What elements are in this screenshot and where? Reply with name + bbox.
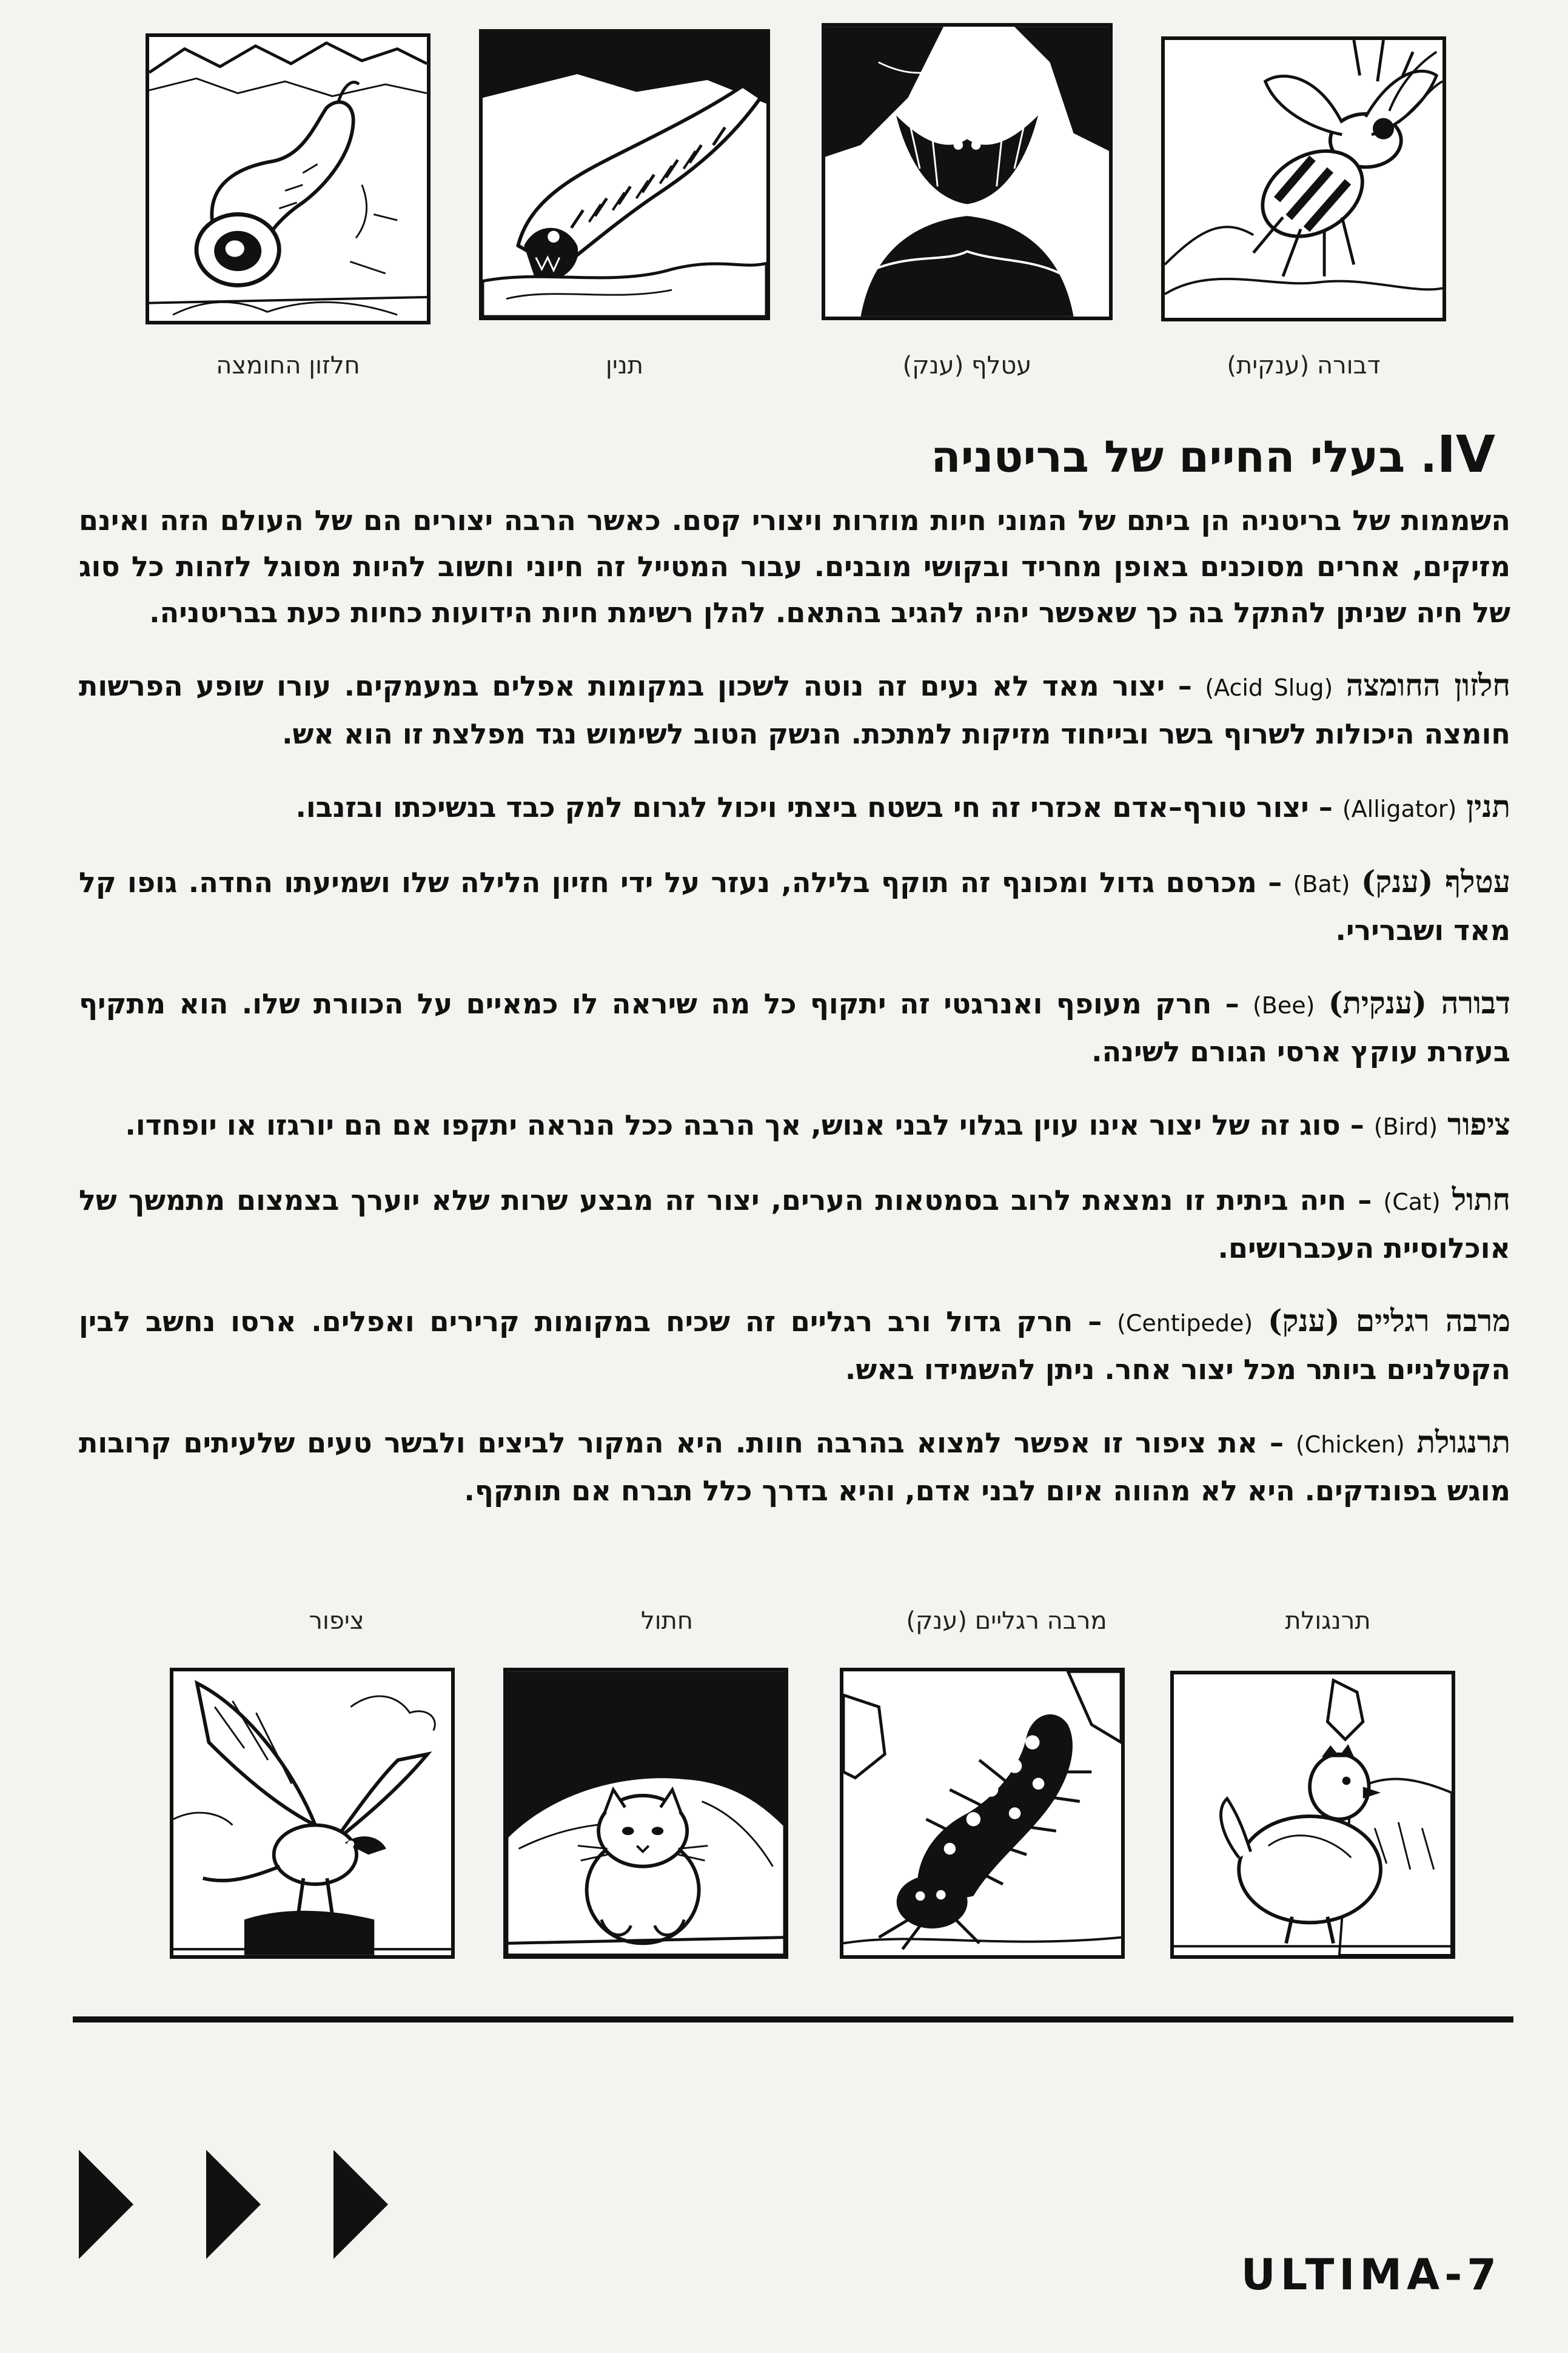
entry-description: – יצור מאד לא נעים זה נוטה לשכון במקומות אפלים במעמקים. עורו שופע הפרשות חומצה היכולות לשרוף בשר ובייחוד מזיקות למתכת. הנשק הטוב לשימוש נגד מפלצת זו הוא אש. (79, 670, 1510, 750)
section-title-text: בעלי החיים של בריטניה (931, 431, 1406, 482)
bat-illustration (822, 23, 1113, 320)
entry-description: – את ציפור זו אפשר למצוא בהרבה חוות. היא המקור לביצים ולבשר טעים שלעיתים קרובות מוגש בפונדקים. היא לא מהווה איום לבני אדם, והיא בדרך כלל תברח אם תותקף. (79, 1426, 1510, 1507)
entry-description: – יצור טורף–אדם אכזרי זה חי בשטח ביצתי ויכול לגרום למק כבד בנשיכתו ובזנבו. (295, 791, 1342, 824)
chicken-illustration (1170, 1671, 1455, 1959)
section-title: IV. בעלי החיים של בריטניה (931, 425, 1495, 484)
entry-bird (79, 1101, 1510, 1150)
section-number: V (1455, 425, 1495, 484)
arrow-right-icon (79, 2150, 133, 2259)
caption-alligator: תנין (605, 352, 644, 380)
caption-bee: דבורה (ענקית) (1227, 352, 1381, 380)
entry-term: תנין (1466, 788, 1510, 824)
entry-description: – חרק גדול ורב רגליים זה שכיח במקומות קרירים ואפלים. ארסו נחשב לבין הקטלניים ביותר מכל יצור אחר. ניתן להשמידו באש. (79, 1305, 1510, 1386)
entry-description: – חרק מעופף ואנרגטי זה יתקוף כל מה שיראה לו כמאיים על הכוורת שלו. הוא מתקיף בעזרת עוקץ ארסי הגורם לשינה. (79, 987, 1510, 1068)
entry-term: ציפור (1447, 1106, 1510, 1142)
acid-slug-illustration (146, 33, 431, 324)
arrow-right-icon (333, 2150, 388, 2259)
entry-description: – סוג זה של יצור אינו עוין בגלוי לבני אנוש, אך הרבה ככל הנראה יתקפו אם הם יורגזו או יופחדו. (125, 1109, 1374, 1141)
entry-english-name: (Cat) (1383, 1189, 1441, 1215)
centipede-illustration (840, 1668, 1125, 1959)
entry-english-name: (Bird) (1373, 1113, 1438, 1140)
bee-illustration (1161, 36, 1446, 321)
caption-acid-slug: חלזון החומצה (216, 352, 360, 380)
caption-bird: ציפור (309, 1607, 364, 1635)
caption-cat: חתול (640, 1607, 694, 1635)
footer-brand: ULTIMA-7 (1241, 2250, 1501, 2300)
entry-english-name: (Acid Slug) (1205, 674, 1333, 701)
body-text (79, 497, 1510, 1540)
entry-bat (79, 859, 1510, 953)
entry-term: דבורה (ענקית) (1328, 985, 1511, 1021)
alligator-illustration (479, 29, 770, 320)
entry-english-name: (Alligator) (1342, 796, 1457, 822)
entry-term: תרנגולת (1416, 1424, 1511, 1460)
entry-cat (79, 1176, 1510, 1271)
entry-chicken (79, 1419, 1510, 1514)
entry-term: חתול (1452, 1181, 1511, 1217)
cat-illustration (503, 1668, 788, 1959)
entry-term: מרבה רגליים (ענק) (1268, 1303, 1510, 1338)
entry-acid-slug (79, 662, 1510, 757)
entry-alligator (79, 784, 1510, 832)
caption-centipede: מרבה רגליים (ענק) (906, 1607, 1107, 1635)
entry-term: עטלף (ענק) (1361, 864, 1511, 899)
entry-english-name: (Chicken) (1295, 1431, 1405, 1458)
entry-centipede (79, 1298, 1510, 1392)
arrow-right-icon (206, 2150, 261, 2259)
entry-english-name: (Bee) (1252, 992, 1315, 1019)
entry-english-name: (Bat) (1293, 871, 1350, 898)
entry-description: – חיה ביתית זו נמצאת לרוב בסמטאות הערים, יצור זה מבצע שרות שלא יוערך בצמצום מתמשך של אוכלוסיית העכברושים. (79, 1184, 1510, 1264)
caption-bat: עטלף (ענק) (902, 352, 1032, 380)
intro-paragraph: השממות של בריטניה הן ביתם של המוני חיות מוזרות ויצורי קסם. כאשר הרבה יצורים הם של העולם הזה ואינם מזיקים, אחרים מסוכנים באופן מחריד ובקושי מובנים. עבור המטייל זה חיוני וחשוב להיות מסוגל לזהות כל סוג של חיה שניתן להתקל בה כך שאפשר יהיה להגיב בהתאם. להלן רשימת חיות הידועות כחיות כעת בבריטניה. (79, 504, 1510, 629)
bird-illustration (170, 1668, 455, 1959)
footer-divider (73, 2016, 1513, 2022)
entry-description: – מכרסם גדול ומכונף זה תוקף בלילה, נעזר על ידי חזיון הלילה שלו ושמיעתו החדה. גופו קל מאד ושברירי. (79, 866, 1510, 947)
caption-chicken: תרנגולת (1285, 1607, 1371, 1635)
entry-bee (79, 980, 1510, 1075)
entry-term: חלזון החומצה (1345, 667, 1510, 703)
entry-english-name: (Centipede) (1117, 1310, 1253, 1337)
section-roman-mark: I (1436, 425, 1456, 484)
